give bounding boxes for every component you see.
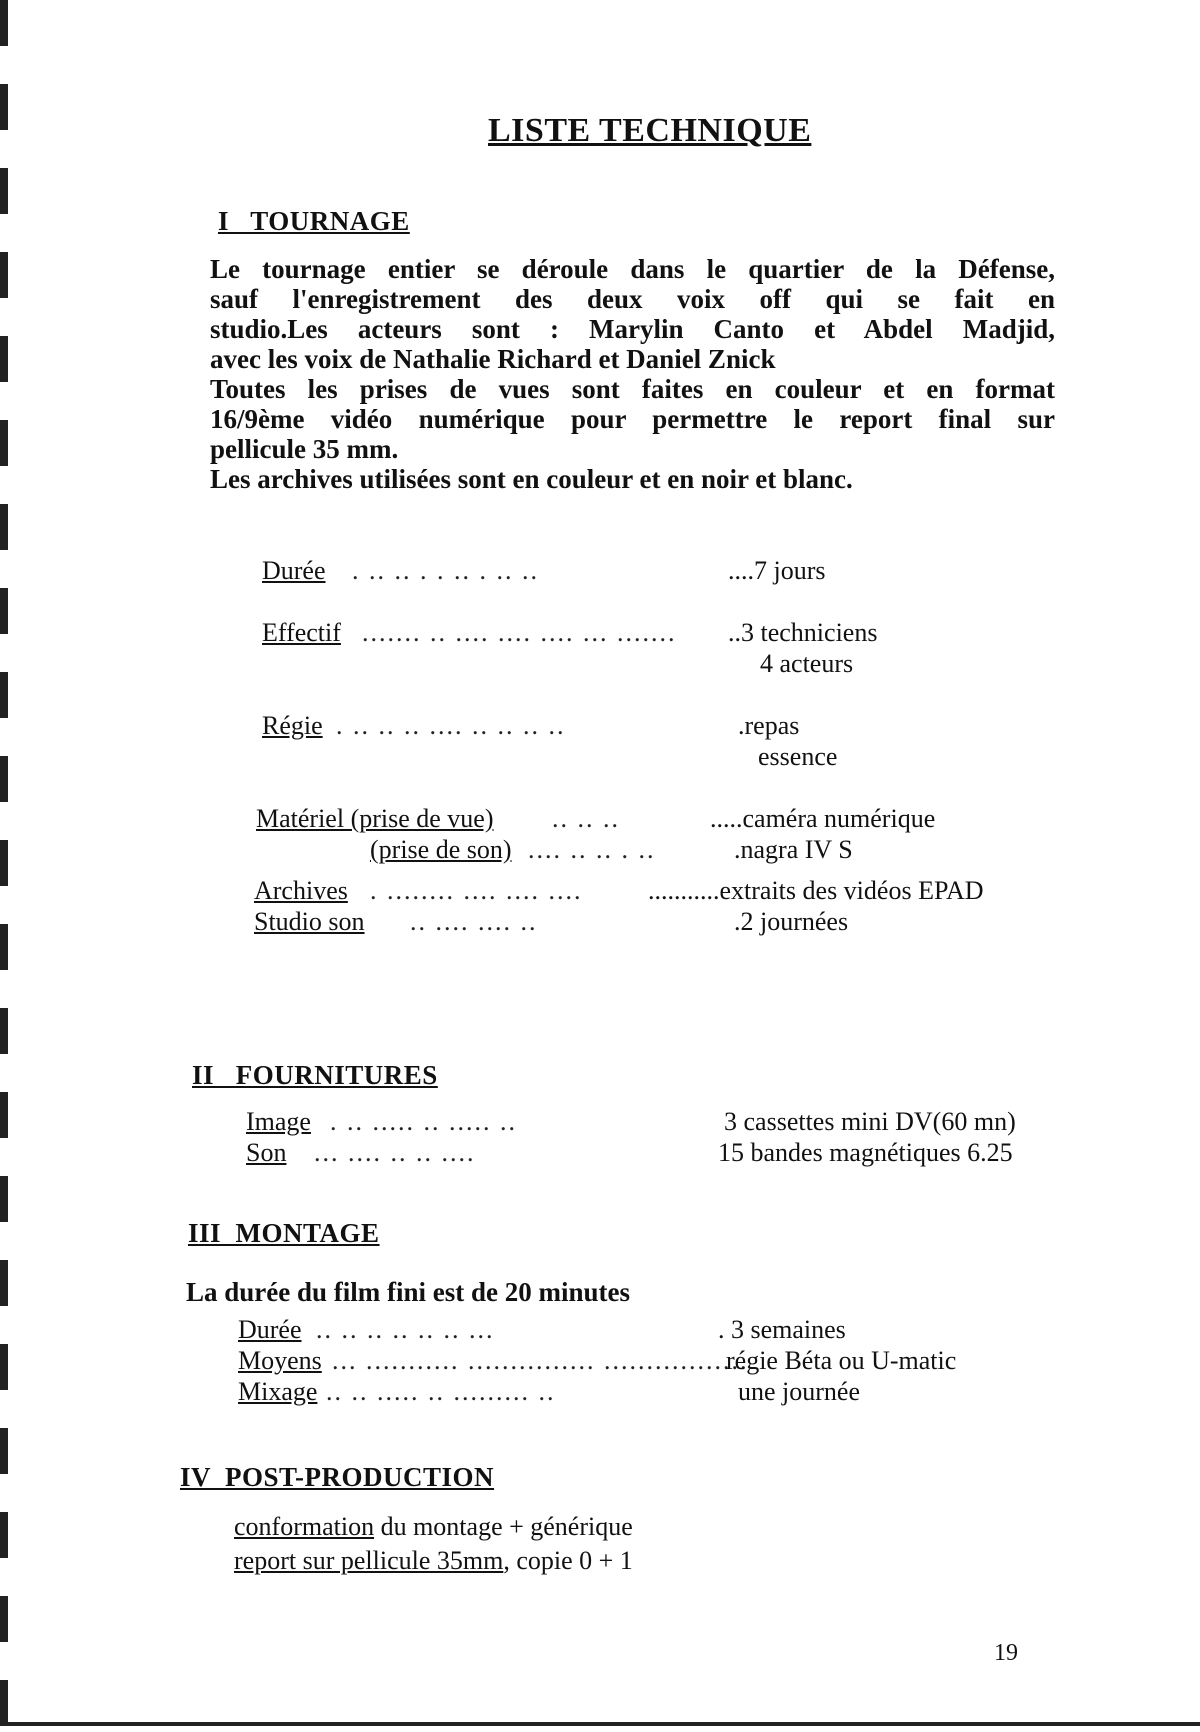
bottom-edge-rule (0, 1722, 1200, 1726)
item-value: régie Béta ou U-matic (726, 1346, 957, 1375)
post-item-text: du montage + générique (374, 1512, 633, 1541)
item-label: Moyens (238, 1346, 322, 1375)
leader-dots: . .. ..... .. ..... .. (330, 1107, 517, 1136)
list-item-duree (262, 555, 1082, 586)
list-item-studio-son (254, 906, 1082, 937)
leader-dots: .... .. .. . .. (528, 835, 656, 864)
item-label: Son (246, 1138, 287, 1167)
item-label: Archives (254, 876, 348, 905)
paragraph-line: studio.Les acteurs sont : Marylin Canto et Abdel Madjid, (210, 314, 1055, 344)
item-value: ....7 jours (728, 556, 826, 585)
leader-dots: ....... .. .... .... .... ... ....... (362, 618, 677, 647)
item-label: Image (246, 1107, 311, 1136)
item-value: .2 journées (734, 907, 849, 936)
paragraph-line: sauf l'enregistrement des deux voix off qui se fait en (210, 284, 1055, 314)
item-value: ..3 techniciens (728, 618, 878, 647)
item-label: Effectif (262, 618, 341, 647)
tournage-list (254, 555, 1082, 937)
section-heading-montage: III MONTAGE (188, 1218, 380, 1248)
item-value: ...........extraits des vidéos EPAD (648, 876, 984, 905)
fournitures-list (246, 1106, 1076, 1168)
section-heading-tournage: I TOURNAGE (218, 206, 410, 236)
binding-edge (0, 0, 8, 1732)
section-heading-post-production: IV POST-PRODUCTION (180, 1462, 495, 1492)
item-label: Matériel (prise de vue) (256, 804, 494, 833)
leader-dots: ... .... .. .. .... (314, 1138, 476, 1167)
item-label: Durée (238, 1315, 302, 1344)
item-value: .nagra IV S (734, 835, 853, 864)
post-production-list (234, 1510, 633, 1578)
montage-statement: La durée du film fini est de 20 minutes (186, 1277, 631, 1307)
list-item-son (246, 1137, 1076, 1168)
list-item-regie (262, 710, 1082, 741)
section-heading-fournitures: II FOURNITURES (192, 1060, 438, 1090)
leader-dots: .. .... .... .. (410, 907, 538, 936)
page-number: 19 (994, 1640, 1018, 1666)
post-item-underlined: report sur pellicule 35mm (234, 1546, 504, 1575)
list-item-montage-duree (238, 1314, 1078, 1345)
leader-dots: .. .. .. (552, 804, 620, 833)
leader-dots: .. .. ..... .. ......... .. (326, 1377, 556, 1406)
leader-dots: . .. .. .. .... .. .. .. .. (336, 711, 566, 740)
list-item-effectif-cont (262, 648, 1082, 679)
paragraph-line: Le tournage entier se déroule dans le quartier de la Défense, (210, 254, 1055, 284)
item-value-continued: 4 acteurs (760, 649, 854, 678)
montage-list (238, 1314, 1078, 1407)
page-title: LISTE TECHNIQUE (488, 112, 812, 149)
list-item-mixage (238, 1376, 1078, 1407)
tournage-paragraph (210, 254, 1055, 494)
list-item-image (246, 1106, 1076, 1137)
item-value: 15 bandes magnétiques 6.25 (718, 1138, 1013, 1167)
list-item-regie-cont (262, 741, 1082, 772)
list-item (234, 1544, 633, 1578)
list-item-materiel-son (262, 834, 1082, 865)
list-item-archives (254, 875, 1082, 906)
list-item-materiel-vue (256, 803, 1082, 834)
leader-dots: .. .. .. .. .. .. ... (316, 1315, 495, 1344)
post-item-text: , copie 0 + 1 (503, 1546, 633, 1575)
leader-dots: . ........ .... .... .... (370, 876, 583, 905)
item-label: Régie (262, 711, 323, 740)
list-item-effectif (262, 617, 1082, 648)
item-label: (prise de son) (370, 835, 512, 864)
item-value: .....caméra numérique (710, 804, 936, 833)
item-value: . 3 semaines (718, 1315, 846, 1344)
paragraph-line: pellicule 35 mm. (210, 434, 399, 464)
paragraph-line: avec les voix de Nathalie Richard et Daniel Znick (210, 344, 776, 374)
paragraph-line: Toutes les prises de vues sont faites en couleur et en format (210, 374, 1055, 404)
item-value-continued: essence (758, 742, 838, 771)
leader-dots: ... ........... ............... ................. (332, 1346, 749, 1375)
item-label: Durée (262, 556, 326, 585)
item-value: .repas (738, 711, 800, 740)
post-item-underlined: conformation (234, 1512, 375, 1541)
item-value: une journée (738, 1377, 861, 1406)
paragraph-line: 16/9ème vidéo numérique pour permettre le report final sur (210, 404, 1055, 434)
item-label: Mixage (238, 1377, 318, 1406)
list-item (234, 1510, 633, 1544)
list-item-moyens (238, 1345, 1078, 1376)
item-label: Studio son (254, 907, 365, 936)
leader-dots: . .. .. . . .. . .. .. (352, 556, 539, 585)
paragraph-line: Les archives utilisées sont en couleur et en noir et blanc. (210, 464, 853, 494)
item-value: 3 cassettes mini DV(60 mn) (724, 1107, 1016, 1136)
